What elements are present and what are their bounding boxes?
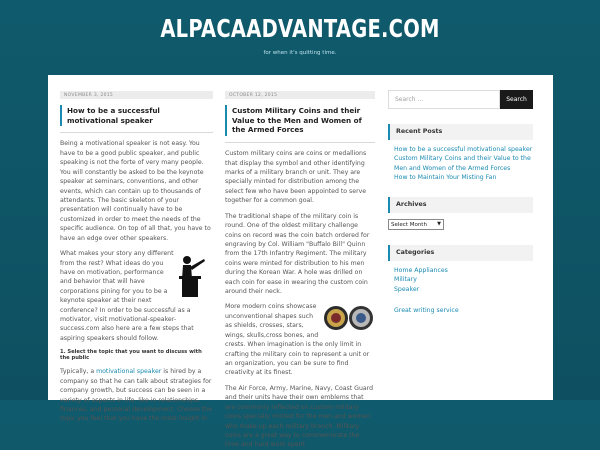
motivational-speaker-link[interactable]: motivational speaker (96, 368, 162, 376)
search-button[interactable]: Search (500, 90, 533, 109)
military-coins-image (323, 304, 375, 332)
post-paragraph: What makes your story any different from the rest? What ideas do you have on motivation, performance and behavior that will have corporations pining for you to be a keynote speaker at their next conference? In order to be successful as a motivator, visit motivational-speaker-success.com also here are a few steps that aspiring speakers should follow. (60, 250, 194, 342)
post-paragraph: More modern coins showcase unconventional shapes such as shields, crosses, stars, wings, skulls,cross bones, and crests. When imagination is the only limit in crafting the military coin to represent a unit or an organization, you can be sure to find creativity at its finest. (225, 303, 370, 377)
recent-post-link[interactable]: How to be a successful motivational speaker (394, 146, 533, 153)
chevron-down-icon: ▼ (437, 221, 441, 228)
post-paragraph: The Air Force, Army, Marine, Navy, Coast Guard and their units have their own emblems that are commonly reflected on custom military coins specially minted for the men and women who make up each military branch. Military coins are a great way to commemorate the time and hard work spent (225, 384, 374, 449)
post-paragraph-block (60, 249, 213, 343)
post-date[interactable]: NOVEMBER 3, 2015 (60, 91, 213, 99)
categories-list (388, 266, 533, 294)
archives-heading: Archives (388, 197, 533, 213)
recent-posts-list (388, 145, 533, 182)
post-motivational-speaker (60, 75, 213, 424)
archives-dropdown-value: Select Month (391, 221, 427, 228)
categories-heading: Categories (388, 245, 533, 261)
post-title[interactable]: Custom Military Coins and their Value to the Men and Women of the Armed Forces (225, 105, 375, 136)
post-paragraph-block (225, 302, 375, 377)
post-paragraph: Custom military coins are coins or medallions that display the symbol and other identifying marks of a military branch or unit. They are specially minted for distribution among the select few who have been appointed to serve together for a common goal. (225, 150, 367, 205)
category-link[interactable]: Speaker (394, 285, 420, 293)
site-header (0, 0, 600, 75)
text-span: is hired by a company so that he can talk about strategies for company growth, but success can be seen in a variety of aspects in life, like in relationships, finances, and personal development. Choose the topic you feel that you have the most insight in. (60, 368, 212, 423)
post-subheading: 1. Select the topic that you want to discuss with the public (60, 349, 202, 362)
post-paragraph (60, 367, 213, 424)
site-tagline: for when it's quitting time. (263, 50, 337, 56)
divider (225, 142, 375, 143)
recent-post-link[interactable]: How to Maintain Your Misting Fan (394, 173, 497, 181)
content-area (48, 75, 553, 449)
archives-dropdown[interactable] (388, 219, 444, 230)
site-title[interactable]: ALPACAADVANTAGE.COM (160, 14, 440, 43)
category-link[interactable]: Military (394, 276, 417, 284)
post-title[interactable]: How to be a successful motivational speaker (60, 105, 213, 126)
divider (60, 132, 213, 133)
post-date[interactable]: OCTOBER 12, 2015 (225, 91, 375, 99)
recent-posts-heading: Recent Posts (388, 124, 533, 140)
post-paragraph: Being a motivational speaker is not easy. You have to be a good public speaker, and public speaking is not the forte of very many people. You will constantly be asked to be the keynote speaker at seminars, conventions, and other events, which can contain up to thousands of attendants. The basic skeleton of your presentation will continually have to be customized in order to meet the needs of the specific audience. On top of all that, you have to have an edge over other speakers. (60, 140, 211, 242)
search-form (388, 90, 533, 109)
speaker-image (179, 249, 213, 299)
search-input[interactable] (388, 90, 500, 109)
text-span: Typically, a (60, 368, 97, 376)
post-paragraph: The traditional shape of the military coin is round. One of the oldest military challenge coins on record was the coin batch ordered for engraving by Col. William "Buffalo Bill" Quinn from the 17th Infantry Regiment. The military coins were minted for distribution to his men during the Korean War. A hole was drilled on each coin for ease in wearing the custom coin around their neck. (225, 212, 370, 296)
category-link[interactable]: Home Appliances (394, 267, 448, 275)
recent-post-link[interactable]: Custom Military Coins and their Value to the Men and Women of the Armed Forces (394, 155, 531, 172)
post-military-coins (225, 75, 375, 450)
sidebar (388, 90, 533, 314)
great-writing-service-link[interactable]: Great writing service (394, 307, 459, 315)
